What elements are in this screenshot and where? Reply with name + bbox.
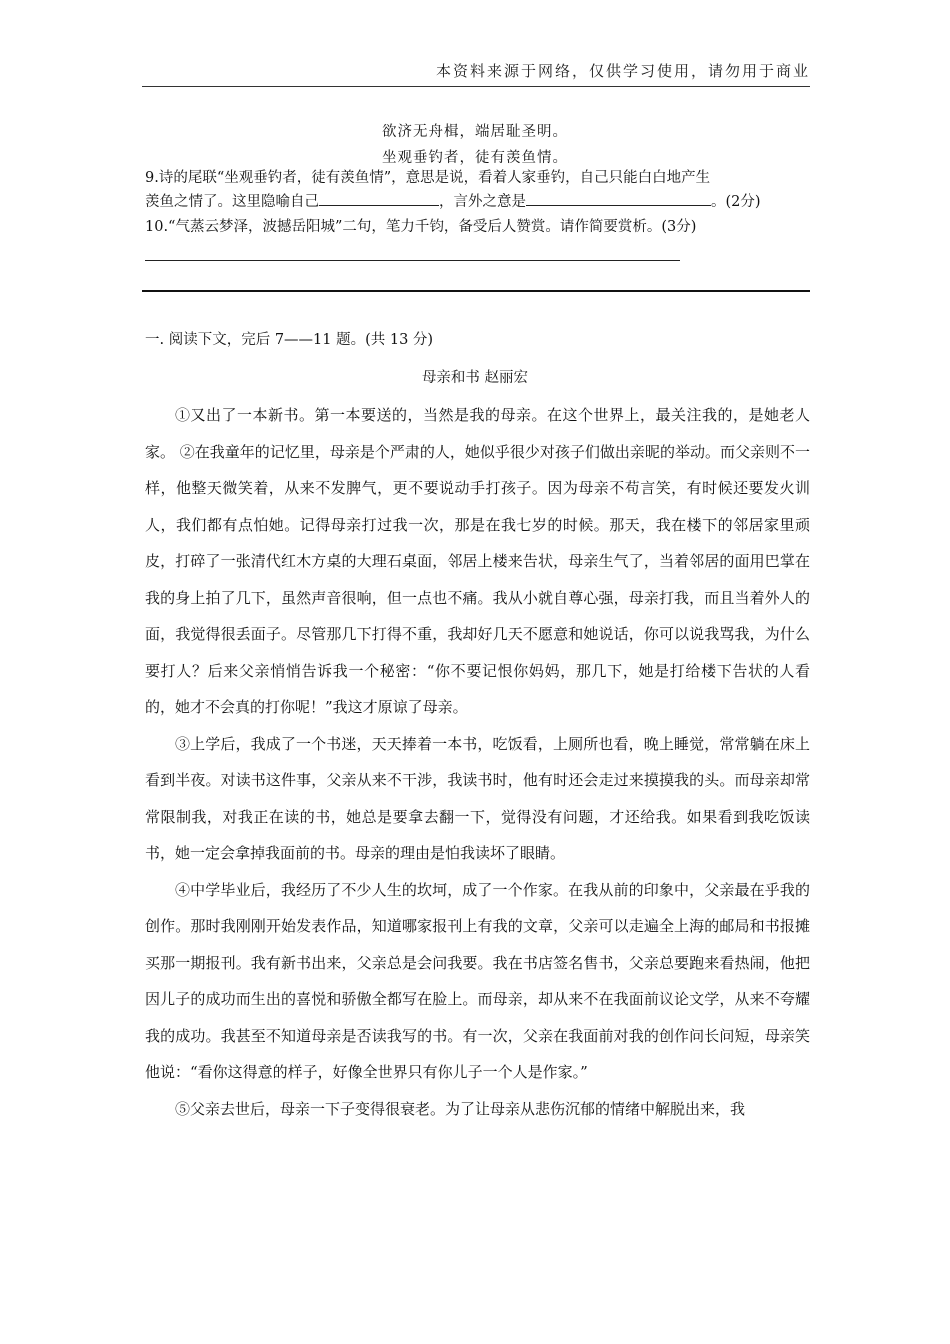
answer-line-10[interactable]: [145, 260, 680, 261]
header-divider: [142, 86, 810, 87]
paragraph-4: ⑤父亲去世后，母亲一下子变得很衰老。为了让母亲从悲伤沉郁的情绪中解脱出来，我: [175, 1099, 746, 1118]
question-9-line-2: [145, 190, 810, 214]
paragraph-2: ③上学后，我成了一个书迷，天天捧着一本书，吃饭看，上厕所也看，晚上睡觉，常常躺在床上看到半夜。对读书这件事，父亲从来不干涉，我读书时，他有时还会走过来摸摸我的头。而母亲却常常限制我，对我正在读的书，她总是要拿去翻一下，觉得没有问题，才还给我。如果看到我吃饭读书，她一定会拿掉我面前的书。母亲的理由是怕我读坏了眼睛。: [145, 734, 810, 862]
question-9-line-1: 9.诗的尾联“坐观垂钓者，徒有羡鱼情”，意思是说，看着人家垂钓，自己只能白白地产生: [145, 170, 711, 186]
poem-line-1: 欲济无舟楫，端居耻圣明。: [382, 124, 568, 140]
answer-blank-2[interactable]: [526, 191, 711, 206]
answer-blank-1[interactable]: [319, 191, 439, 206]
section-divider: [142, 290, 810, 292]
question-9-text-b: ，言外之意是: [439, 194, 526, 210]
question-10: 10.“气蒸云梦泽，波撼岳阳城”二句，笔力千钧，备受后人赞赏。请作简要赏析。(3分): [145, 219, 697, 235]
paragraph-1: ①又出了一本新书。第一本要送的，当然是我的母亲。在这个世界上，最关注我的，是她老人家。 ②在我童年的记忆里，母亲是个严肃的人，她似乎很少对孩子们做出亲昵的举动。而父亲则不一样，他整天微笑着，从来不发脾气，更不要说动手打孩子。因为母亲不苟言笑，有时候还要发火训人，我们都有点怕她。记得母亲打过我一次，那是在我七岁的时候。那天，我在楼下的邻居家里顽皮，打碎了一张清代红木方桌的大理石桌面，邻居上楼来告状，母亲生气了，当着邻居的面用巴掌在我的身上拍了几下，虽然声音很响，但一点也不痛。我从小就自尊心强，母亲打我，而且当着外人的面，我觉得很丢面子。尽管那几下打得不重，我却好几天不愿意和她说话，你可以说我骂我，为什么要打人？后来父亲悄悄告诉我一个秘密：“你不要记恨你妈妈，那几下，她是打给楼下告状的人看的，她才不会真的打你呢！”我这才原谅了母亲。: [145, 406, 810, 716]
article-title: 母亲和书 赵丽宏: [421, 370, 529, 386]
section-title: 一. 阅读下文，完后 7——11 题。(共 13 分): [145, 332, 434, 348]
article-body: [145, 397, 810, 1127]
question-9-text-a: 羡鱼之情了。这里隐喻自己: [145, 194, 319, 210]
page-header: 本资料来源于网络，仅供学习使用，请勿用于商业: [435, 62, 810, 80]
question-9-text-c: 。(2分): [711, 194, 761, 210]
paragraph-3: ④中学毕业后，我经历了不少人生的坎坷，成了一个作家。在我从前的印象中，父亲最在乎我的创作。那时我刚刚开始发表作品，知道哪家报刊上有我的文章，父亲可以走遍全上海的邮局和书报摊买那一期报刊。我有新书出来，父亲总是会问我要。我在书店签名售书，父亲总要跑来看热闹，他把因儿子的成功而生出的喜悦和骄傲全都写在脸上。而母亲，却从来不在我面前议论文学，从来不夸耀我的成功。我甚至不知道母亲是否读我写的书。有一次，父亲在我面前对我的创作问长问短，母亲笑他说：“看你这得意的样子，好像全世界只有你儿子一个人是作家。”: [145, 880, 810, 1081]
poem-line-2: 坐观垂钓者，徒有羡鱼情。: [382, 150, 568, 166]
